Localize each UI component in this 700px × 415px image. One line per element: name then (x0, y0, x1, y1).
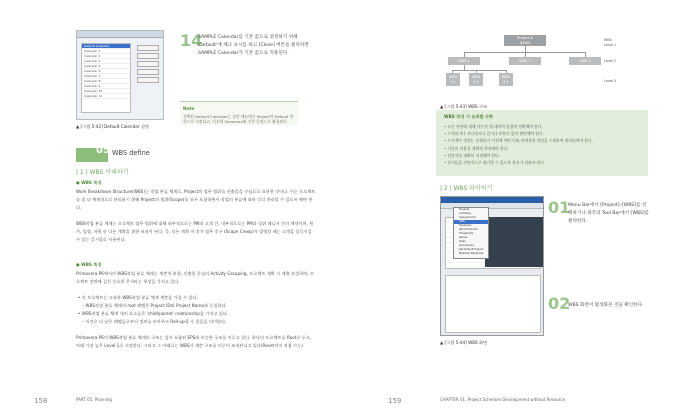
menu-item: Summaries (459, 244, 474, 247)
dialog-button (137, 69, 159, 75)
paragraph: Primavera P6에서의 WBS작업 분류 체계는 계층적 분할, 산출물 중심의 Activity Grouping, 프로젝트 계획 시 제출 작성하여, 프로젝트 전반에 걸친 중요한 문서라는 특성을 가지고 있다. (76, 271, 314, 285)
menu-item: Set Default Project (459, 248, 484, 251)
calendar-list-item: Calendar 10 (82, 89, 130, 94)
calendar-list-item: Calendar 9 (82, 84, 130, 89)
wbs-level2-node: WBS 1 (448, 57, 480, 65)
page-footer: CHAPTER 01. Project Schedule Development without Resource (440, 397, 566, 402)
tip-item: • 프로젝트 범위는 실행되기 이전에 어떤 이와 관계자의 의견을 수렴하여 합의되어야 한다. (444, 138, 593, 144)
bullet-item: • 각 프로젝트는 고유한 WBS작업 분류 체계 계층을 가질 수 있다. (78, 295, 198, 300)
connector (525, 45, 526, 52)
calendar-list-item: Calendar 5 (82, 64, 130, 69)
note-title: Note (183, 106, 195, 111)
page-number: 159 (388, 397, 402, 405)
dialog-button (137, 45, 159, 51)
dialog-button (137, 61, 159, 67)
bullet-subitem: – WBS작업 분류 체계의 root 레벨은 Project ID와 Project Name과 동일하다. (82, 303, 227, 308)
tip-item: • 문서들을 전달적으로 평가할 수 있도록 관리가 쉬워야 한다. (444, 160, 546, 166)
calendar-list-item: Calendar 11 (82, 94, 130, 99)
menu-item: Maintain Baselines (459, 252, 484, 255)
page-number: 158 (34, 397, 48, 405)
step-number: 14 (180, 31, 203, 50)
wbs-level-label: Level 3 (604, 79, 617, 83)
calendar-list-item: Calendar 6 (82, 69, 130, 74)
menu-item: Assignments (459, 216, 476, 219)
menu-item-wbs: WBS (454, 220, 488, 224)
subsection-title: | 1 | WBS 이해하기 (76, 169, 129, 176)
calendar-list-item: Calendar 2 (82, 49, 130, 54)
subsection-title: | 2 | WBS 파악하기 (440, 185, 493, 192)
paragraph: Work Breakdown Structure(WBS)는 작업 분류 체계로, Project의 업무 범위를 산출물을 중심으로 표현한 것이다. 이는 프로젝트를 좀 더 체계적으로 관리하기 위해 Project의 범위(Scope)를 모두 포함하면서 작업의 분류에 따라 각각 관리할 수 있도록 해야 한다. (76, 189, 316, 211)
bullet-item: • WBS작업 분류 체계 내의 요소들은 'child/parent' relationship을 가지고 있다. (78, 311, 229, 316)
menu-item: Issues (459, 236, 468, 239)
feature-heading: ● WBS 특성 (76, 180, 102, 185)
section-title: WBS define (112, 149, 150, 157)
connector (452, 70, 506, 71)
tip-item: • 담당자를 명확히 지정해야 한다. (444, 153, 500, 159)
tip-item: • 모든 사항에 대해 다른지 에 대하여 일정에 정확해야 한다. (444, 123, 543, 129)
tip-box (436, 110, 648, 176)
figure-caption: ▲ [그림 5-42] Default Calendar 설정 (76, 124, 149, 129)
calendar-list-item: Calendar 7 (82, 74, 130, 79)
dialog-button (137, 77, 159, 83)
wbs-level3-node: WBS 2.1 (499, 73, 513, 86)
wbs-level2-node: WBS 2 (509, 57, 541, 65)
p6-screenshot (440, 196, 544, 336)
menu-item: Expenses (459, 224, 472, 227)
calendar-list (81, 43, 131, 113)
step-text: WBS 화면이 활성화된 것을 확인한다. (568, 303, 644, 308)
wbs-level2-node: WBS 3 (569, 57, 601, 65)
project-menu (453, 207, 489, 259)
bullet-subitem: – 이것은 더 낮은 레벨들로부터 정보를 모아주고 Roll-up할 수 있음을 의미한다. (82, 319, 227, 324)
calendar-list-item: Calendar 8 (82, 79, 130, 84)
p6-lower-pane (445, 275, 541, 333)
step-text: Menu Bar에서 [Project]–[WBS]를 선택하거나 좌측의 Tool Bar에서 [WBS]를 클릭한다. (568, 203, 650, 224)
note-box (180, 101, 298, 125)
wbs-level-label: WBS Level 1 (604, 38, 617, 48)
dialog-button (137, 53, 159, 59)
tip-item: • 기간과 비용을 정확히 측정해야 한다. (444, 145, 509, 151)
wbs-level3-node: WBS 1.2 (469, 73, 483, 86)
tip-item: • 누적되거나 지나치거나 같거나 부분이 있어 판단해야 한다. (444, 130, 544, 136)
wbs-level-label: Level 2 (604, 59, 617, 63)
menu-item: Projects (459, 208, 470, 211)
menu-item: Work Products (459, 228, 478, 231)
figure-caption: ▲ [그림 5-44] WBS 화면 (440, 340, 488, 345)
structure-heading: ● WBS 특징 (76, 262, 102, 267)
tip-title: WBS 작성 시 유의할 사항 (444, 114, 494, 119)
calendar-screenshot (76, 30, 164, 120)
step-text: SAMPLE Calendar를 기본 값으로 설정하기 위해 'Default'에 체크 표시를 하고 [Close] 버튼을 클릭하면 SAMPLE Calendar가 기본 값으로 적용된다. (198, 35, 309, 56)
wbs-diagram (446, 30, 602, 100)
menu-item: Risks (459, 240, 466, 243)
menu-item: Thresholds (459, 232, 474, 235)
note-text: 선택된 Default Calendar는 상단 메뉴에서 Project의 Default 항목으로 지정되고, 이후에 Summary와 기본 일정으로 활용된다. (183, 113, 294, 125)
calendar-list-item: Calendar 3 (82, 54, 130, 59)
step-number: 02 (548, 294, 571, 313)
paragraph: WBS작업 분류 체계는 프로젝트 업무 범위에 대해 외부적으로는 PM과 고객 간, 내부적으로는 PM과 상위 레니저 간의 계약이며, 원가, 일정, 자원 등 다른 계획을 위한 조직이 된다. 즉, 모든 계획 이 후가 업무 후구 (Scope Creep)가 발생할 때는 고객을 설득시킬 수 있는 증거물로 사용된다. (76, 221, 314, 243)
p6-gantt-area (485, 217, 543, 267)
menu-item: Activities (459, 212, 471, 215)
paragraph: Primavera P6의 WBS작업 분류 체계의 구조는 앞서 포함된 EPS와 비슷한 구조를 이루고 있다. 하나의 프로젝트를 Root로 두고, 아래 가장 높은 Level 1로 지정한다. 그리고 그 아래로는 WBS가 계층 구조를 이루어 조직된다고 있다(Reset까지 직접 가능). (76, 335, 312, 349)
wbs-root-node: Project A A4WS (504, 35, 546, 46)
page-footer: PART 05. Planning (76, 397, 112, 402)
screenshot-titlebar (77, 31, 163, 38)
figure-caption: ▲ [그림 5-43] WBS 구조 (440, 104, 488, 109)
calendar-list-item: Default Calendar (82, 44, 130, 49)
calendar-list-item: Calendar 4 (82, 59, 130, 64)
wbs-level3-node: WBS 1.1 (446, 73, 460, 86)
section-number: 05 (96, 145, 110, 156)
step-number: 01 (548, 198, 571, 217)
